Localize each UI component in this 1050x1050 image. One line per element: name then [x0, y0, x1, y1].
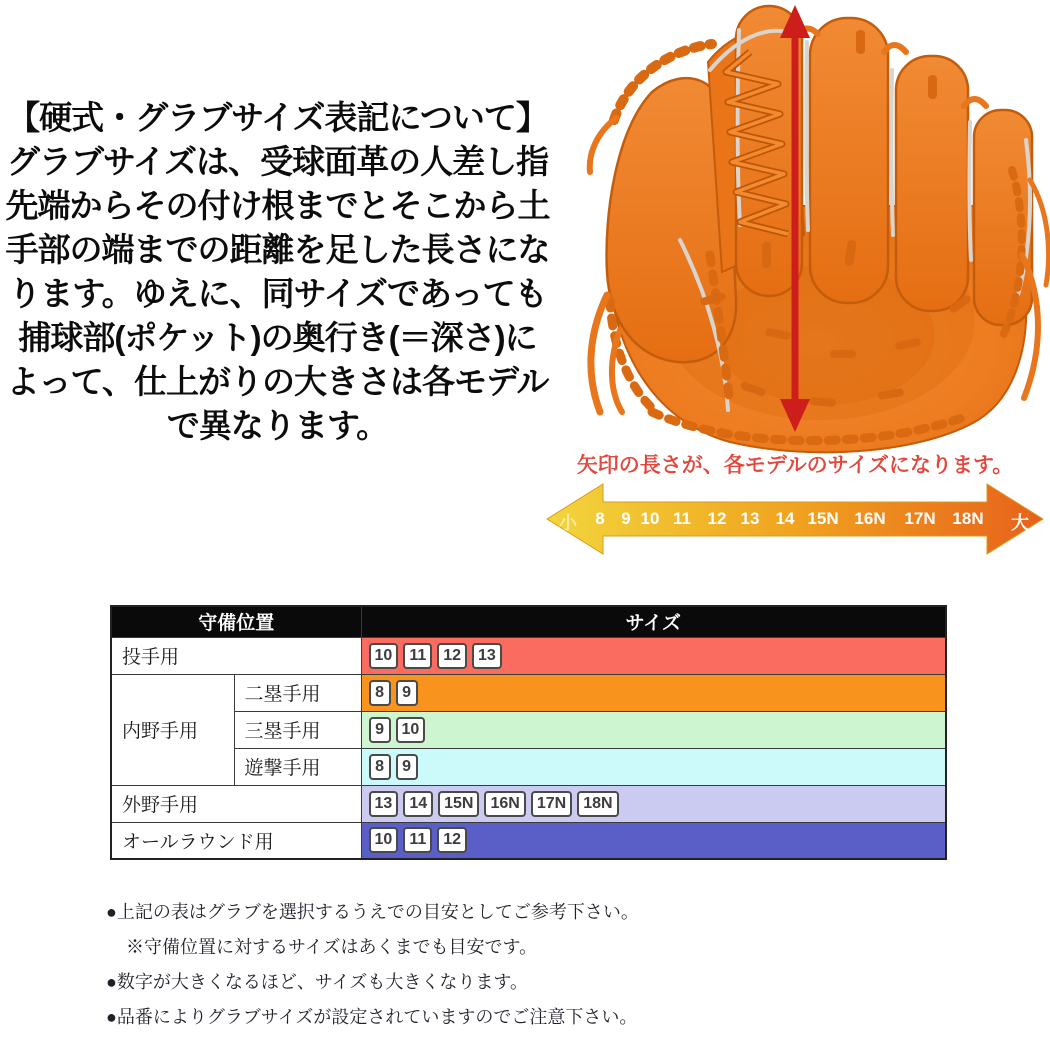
size-chip: 11: [403, 827, 432, 853]
sizes-cell: [361, 674, 946, 711]
sizes-cell: [361, 822, 946, 859]
scale-label: 17N: [904, 509, 936, 528]
sizes-cell: [361, 637, 946, 674]
scale-label: 14: [775, 509, 795, 528]
intro-line: 先端からその付け根までとそこから土: [5, 187, 550, 224]
size-scale-arrow: [545, 482, 1045, 556]
intro-line: ります。ゆえに、同サイズであっても: [8, 275, 547, 312]
table-row: [111, 711, 946, 748]
footnotes: [106, 902, 906, 1042]
size-chip: 10: [369, 643, 399, 669]
scale-label-large: 大: [1011, 513, 1029, 533]
size-chip: 12: [437, 643, 467, 669]
sub-position-cell: 三塁手用: [234, 711, 361, 748]
intro-line: よって、仕上がりの大きさは各モデル: [6, 363, 549, 400]
arrow-caption: 矢印の長さが、各モデルのサイズになります。: [576, 454, 1014, 477]
size-chip: 16N: [484, 791, 525, 817]
table-row: [111, 637, 946, 674]
size-chip: 14: [403, 791, 433, 817]
scale-label: 16N: [854, 509, 886, 528]
scale-label: 11: [673, 509, 691, 528]
size-chip: 18N: [577, 791, 618, 817]
sizes-cell: [361, 748, 946, 785]
glove-illustration: [560, 0, 1050, 460]
header-size: サイズ: [361, 606, 946, 637]
scale-label-small: 小: [559, 513, 577, 533]
glove-svg: [560, 0, 1050, 460]
sub-position-cell: 二塁手用: [234, 674, 361, 711]
header-position: 守備位置: [111, 606, 361, 637]
size-chip: 9: [396, 680, 418, 706]
intro-line: 手部の端までの距離を足した長さにな: [5, 231, 550, 268]
intro-line: グラブサイズは、受球面革の人差し指: [6, 143, 549, 180]
sizes-cell: [361, 711, 946, 748]
table-row: [111, 748, 946, 785]
size-chip: 10: [396, 717, 426, 743]
sizes-cell: [361, 785, 946, 822]
note-line: ●品番によりグラブサイズが設定されていますのでご注意下さい。: [106, 1007, 638, 1027]
size-chip: 8: [369, 754, 391, 780]
size-chip: 13: [369, 791, 399, 817]
sub-position-cell: 遊撃手用: [234, 748, 361, 785]
scale-label: 9: [621, 509, 631, 528]
scale-label: 12: [707, 509, 727, 528]
table-row: [111, 785, 946, 822]
size-chip: 9: [396, 754, 418, 780]
table-row: [111, 674, 946, 711]
position-cell: 外野手用: [111, 785, 361, 822]
size-chip: 8: [369, 680, 391, 706]
size-chip: 15N: [438, 791, 479, 817]
table-row: [111, 822, 946, 859]
intro-line: 【硬式・グラブサイズ表記について】: [7, 99, 548, 136]
size-chip: 9: [369, 717, 391, 743]
note-line: ●上記の表はグラブを選択するうえでの目安としてご参考下さい。: [106, 902, 639, 922]
scale-label: 8: [595, 509, 605, 528]
intro-text: [5, 96, 550, 448]
size-chip: 12: [437, 827, 467, 853]
intro-line: で異なります。: [166, 407, 389, 444]
size-chip: 13: [472, 643, 502, 669]
scale-label: 13: [740, 509, 760, 528]
position-cell: 投手用: [111, 637, 361, 674]
note-line: ●数字が大きくなるほど、サイズも大きくなります。: [106, 972, 528, 992]
position-cell: 内野手用: [111, 674, 234, 785]
scale-label: 10: [640, 509, 660, 528]
intro-line: 捕球部(ポケット)の奥行き(＝深さ)に: [18, 319, 537, 356]
size-table: [110, 605, 947, 860]
size-chip: 17N: [531, 791, 572, 817]
scale-label: 18N: [952, 509, 984, 528]
position-cell: オールラウンド用: [111, 822, 361, 859]
size-chip: 11: [403, 643, 432, 669]
note-line: ※守備位置に対するサイズはあくまでも目安です。: [126, 937, 538, 957]
scale-label: 15N: [807, 509, 839, 528]
table-header-row: [111, 606, 946, 637]
size-chip: 10: [369, 827, 399, 853]
